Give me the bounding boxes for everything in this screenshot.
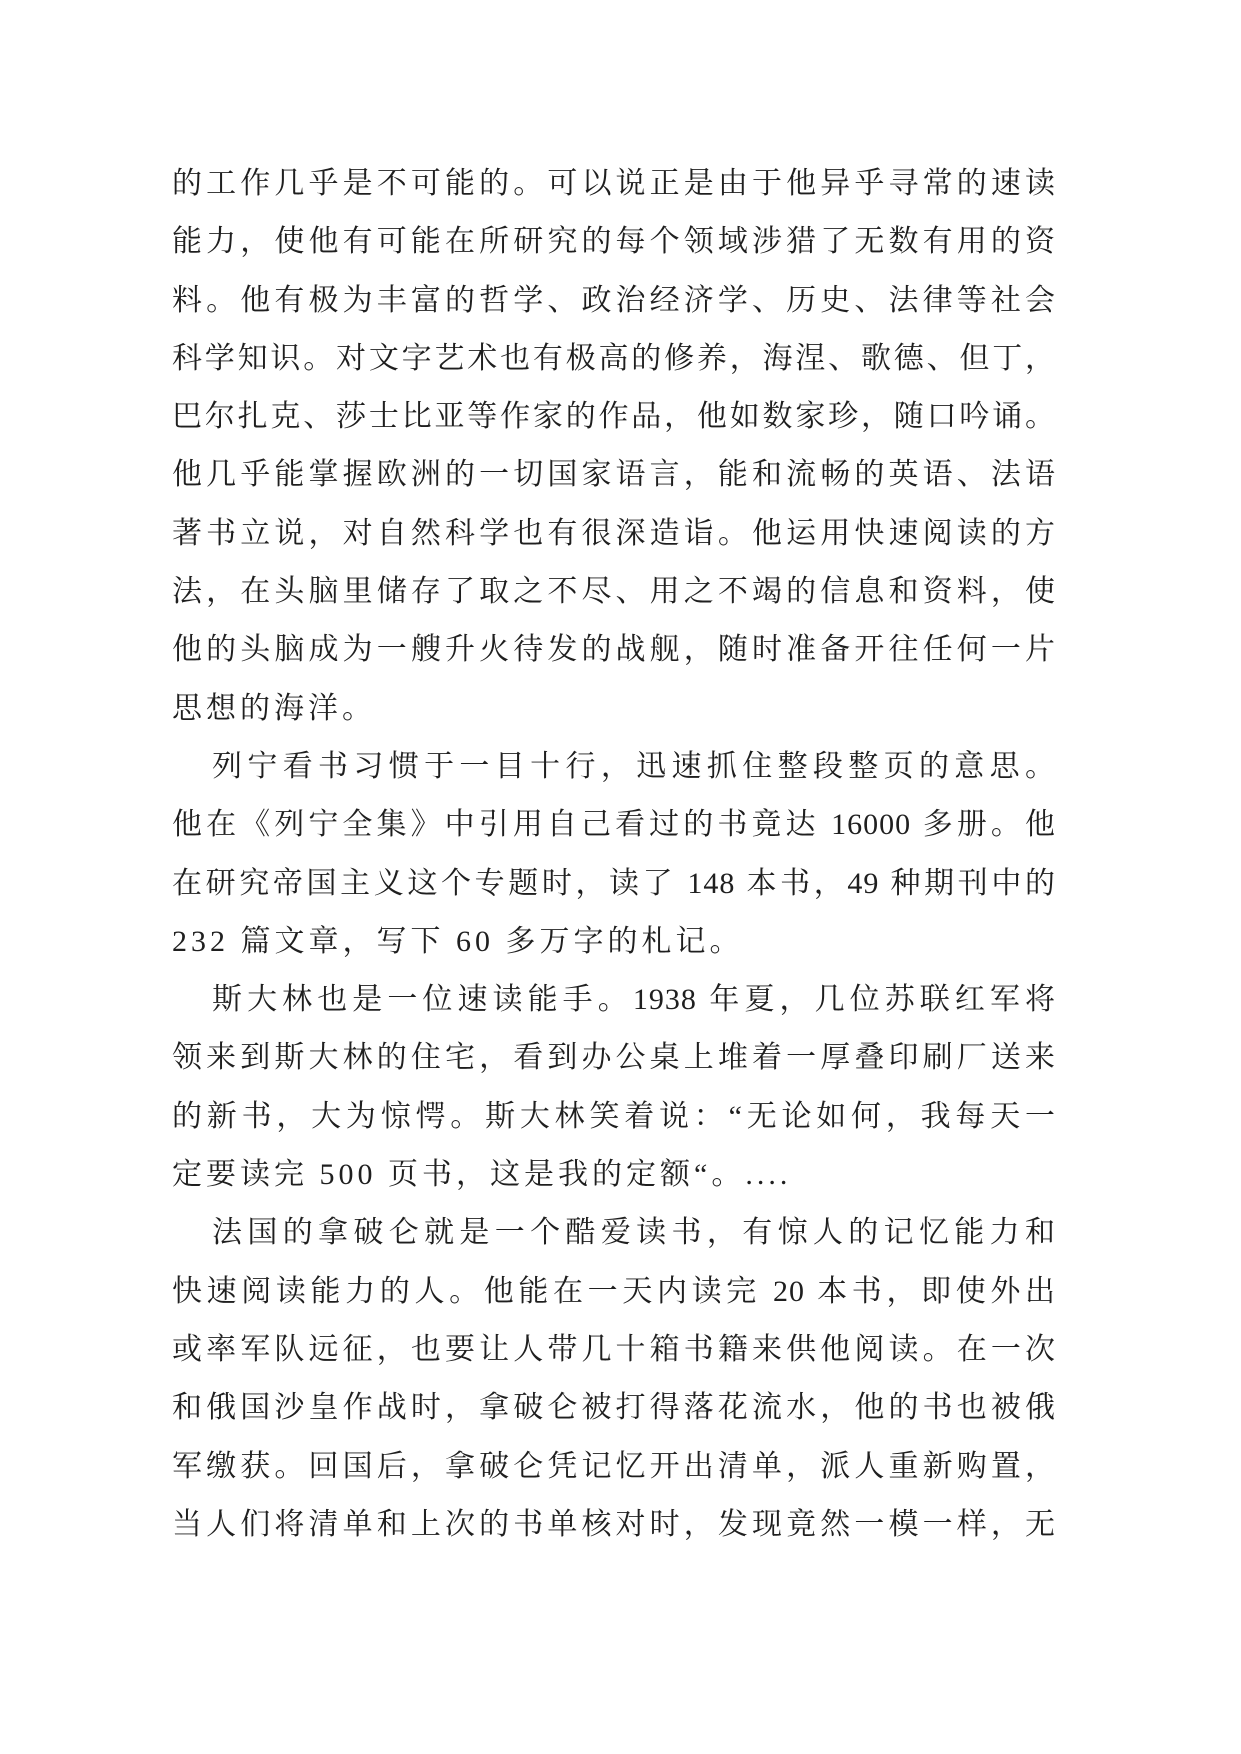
text-line: 能力，使他有可能在所研究的每个领域涉猎了无数有用的资 — [172, 225, 1056, 259]
text-line: 他几乎能掌握欧洲的一切国家语言，能和流畅的英语、法语 — [172, 458, 1056, 492]
text-line: 的新书，大为惊愕。斯大林笑着说：“无论如何，我每天一 — [172, 1099, 1056, 1133]
paragraph — [172, 738, 1056, 971]
text-line: 在研究帝国主义这个专题时，读了 148 本书，49 种期刊中的 — [172, 866, 1056, 900]
text-line: 料。他有极为丰富的哲学、政治经济学、历史、法律等社会 — [172, 283, 1056, 317]
paragraph — [172, 971, 1056, 1204]
text-line: 领来到斯大林的住宅，看到办公桌上堆着一厚叠印刷厂送来 — [172, 1041, 1056, 1075]
text-line: 快速阅读能力的人。他能在一天内读完 20 本书，即使外出 — [172, 1274, 1056, 1308]
text-line: 思想的海洋。 — [172, 691, 376, 725]
text-line: 列宁看书习惯于一目十行，迅速抓住整段整页的意思。 — [212, 749, 1056, 783]
text-line: 或率军队远征，也要让人带几十箱书籍来供他阅读。在一次 — [172, 1332, 1056, 1366]
text-line: 的工作几乎是不可能的。可以说正是由于他异乎寻常的速读 — [172, 167, 1056, 200]
text-line: 法，在头脑里储存了取之不尽、用之不竭的信息和资料，使 — [172, 575, 1056, 609]
text-line: 著书立说，对自然科学也有很深造诣。他运用快速阅读的方 — [172, 516, 1056, 550]
text-line: 巴尔扎克、莎士比亚等作家的作品，他如数家珍，随口吟诵。 — [172, 400, 1056, 434]
paragraph — [172, 1204, 1056, 1554]
text-line: 科学知识。对文字艺术也有极高的修养，海涅、歌德、但丁， — [172, 341, 1056, 375]
text-line: 和俄国沙皇作战时，拿破仑被打得落花流水，他的书也被俄 — [172, 1391, 1056, 1425]
text-line: 斯大林也是一位速读能手。1938 年夏，几位苏联红军将 — [212, 983, 1056, 1017]
text-line: 当人们将清单和上次的书单核对时，发现竟然一模一样，无 — [172, 1507, 1056, 1541]
paragraph — [172, 155, 1056, 738]
text-line: 定要读完 500 页书，这是我的定额“。.... — [172, 1158, 792, 1192]
text-line: 法国的拿破仑就是一个酷爱读书，有惊人的记忆能力和 — [212, 1216, 1056, 1250]
text-block — [172, 155, 1056, 1554]
text-line: 他在《列宁全集》中引用自己看过的书竟达 16000 多册。他 — [172, 808, 1056, 842]
text-line: 他的头脑成为一艘升火待发的战舰，随时准备开往任何一片 — [172, 633, 1056, 667]
text-line: 232 篇文章，写下 60 多万字的札记。 — [172, 924, 744, 958]
text-line: 军缴获。回国后，拿破仑凭记忆开出清单，派人重新购置， — [172, 1449, 1056, 1483]
